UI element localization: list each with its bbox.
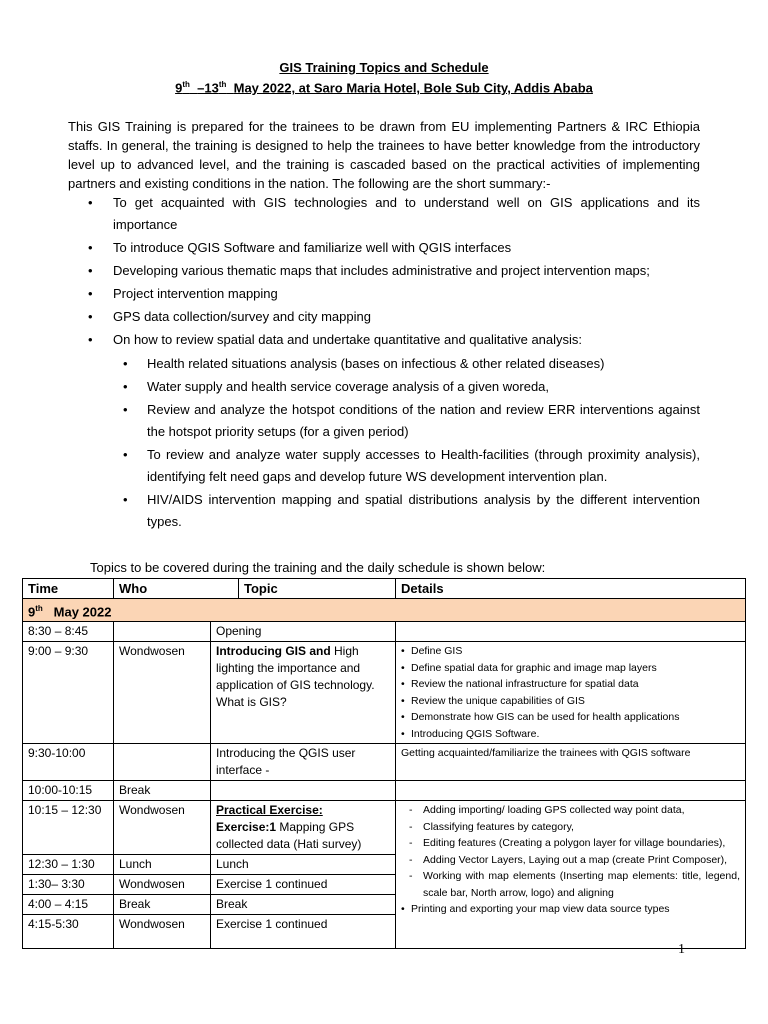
time-cell: 9:00 – 9:30 bbox=[23, 642, 114, 744]
who-cell bbox=[114, 744, 211, 781]
details-item: • Define spatial data for graphic and image map layers bbox=[401, 660, 740, 677]
time-cell: 12:30 – 1:30 bbox=[23, 855, 114, 875]
table-caption: Topics to be covered during the training and the daily schedule is shown below: bbox=[90, 560, 546, 575]
topic-cell: Exercise 1 continued bbox=[211, 875, 396, 895]
time-cell: 10:15 – 12:30 bbox=[23, 801, 114, 855]
exercise-step-final: • Printing and exporting your map view data source types bbox=[401, 901, 740, 918]
details-cell bbox=[396, 642, 746, 744]
document-subtitle bbox=[0, 80, 768, 95]
date-month: May 2022 bbox=[53, 604, 112, 620]
who-cell bbox=[114, 622, 211, 642]
start-day-suffix: th bbox=[182, 80, 190, 89]
exercise-details-list bbox=[401, 802, 740, 918]
analysis-sublist bbox=[113, 353, 700, 533]
topic-cell: Opening bbox=[211, 622, 396, 642]
header-topic: Topic bbox=[239, 579, 396, 599]
topic-text: Mapping GPS collected data (Hati survey) bbox=[216, 820, 362, 852]
who-cell: Wondwosen bbox=[114, 642, 211, 744]
topic-cell bbox=[211, 781, 396, 801]
who-cell: Wondwosen bbox=[114, 875, 211, 895]
exercise-step: - Adding importing/ loading GPS collected way point data, bbox=[401, 802, 740, 819]
intro-paragraph: This GIS Training is prepared for the trainees to be drawn from EU implementing Partners & IRC Ethiopia staffs. In general, the training is designed to help the trainees to have better knowledge from the introductory level up to advanced level, and the training is cascaded based on the practical activities of implementing partners and existing conditions in the nation. The following are the short summary:- bbox=[68, 119, 700, 191]
topic-cell: Exercise 1 continued bbox=[211, 915, 396, 949]
exercise-step: - Editing features (Creating a polygon layer for village boundaries), bbox=[401, 835, 740, 852]
date-day: 9 bbox=[28, 604, 36, 620]
who-cell: Wondwosen bbox=[114, 915, 211, 949]
topic-cell: Introducing the QGIS user interface - bbox=[211, 744, 396, 781]
document-title: GIS Training Topics and Schedule bbox=[279, 60, 489, 75]
exercise-step: - Working with map elements (Inserting map elements: title, legend, scale bar, North arrow, logo) and aligning bbox=[401, 868, 740, 901]
table-row bbox=[23, 642, 746, 744]
who-cell: Break bbox=[114, 895, 211, 915]
summary-item: • To introduce QGIS Software and familiarize well with QGIS interfaces bbox=[68, 237, 700, 259]
summary-item: • Project intervention mapping bbox=[68, 283, 700, 305]
who-cell: Lunch bbox=[114, 855, 211, 875]
details-item: • Review the national infrastructure for spatial data bbox=[401, 676, 740, 693]
header-time: Time bbox=[23, 579, 114, 599]
analysis-item: • Review and analyze the hotspot conditions of the nation and review ERR interventions against the hotspot priority setups (for a given period) bbox=[113, 399, 700, 443]
details-cell bbox=[396, 622, 746, 642]
schedule-table bbox=[22, 578, 746, 949]
table-row bbox=[23, 744, 746, 781]
details-cell: Getting acquainted/familiarize the trainees with QGIS software bbox=[396, 744, 746, 781]
start-day: 9 bbox=[175, 80, 183, 96]
summary-list bbox=[68, 192, 700, 534]
topic-cell bbox=[211, 642, 396, 744]
table-row bbox=[23, 622, 746, 642]
details-item: • Introducing QGIS Software. bbox=[401, 726, 740, 743]
end-day: –13 bbox=[197, 80, 219, 96]
topic-bold-text: Introducing GIS and bbox=[216, 644, 331, 659]
summary-item-analysis bbox=[68, 329, 700, 533]
topic-cell: Break bbox=[211, 895, 396, 915]
who-cell: Wondwosen bbox=[114, 801, 211, 855]
date-day-suffix: th bbox=[35, 604, 43, 613]
exercise-step: - Classifying features by category, bbox=[401, 819, 740, 836]
table-row bbox=[23, 801, 746, 855]
table-header-row bbox=[23, 579, 746, 599]
page-number: 1 bbox=[678, 942, 685, 957]
exercise-details-cell bbox=[396, 801, 746, 949]
date-row bbox=[23, 599, 746, 622]
topic-text: High lighting the importance and application of GIS technology. What is GIS? bbox=[216, 644, 375, 710]
exercise-step: - Adding Vector Layers, Laying out a map (create Print Composer), bbox=[401, 852, 740, 869]
time-cell: 4:00 – 4:15 bbox=[23, 895, 114, 915]
details-list bbox=[401, 643, 740, 742]
end-day-suffix: th bbox=[218, 80, 227, 89]
time-cell: 8:30 – 8:45 bbox=[23, 622, 114, 642]
topic-bold-text: Exercise:1 bbox=[216, 820, 277, 835]
details-item: • Define GIS bbox=[401, 643, 740, 660]
topic-cell: Lunch bbox=[211, 855, 396, 875]
analysis-item: • Water supply and health service coverage analysis of a given woreda, bbox=[113, 376, 700, 398]
analysis-item: • To review and analyze water supply accesses to Health-facilities (through proximity analysis), identifying felt need gaps and develop future WS development intervention plan. bbox=[113, 444, 700, 488]
time-cell: 9:30-10:00 bbox=[23, 744, 114, 781]
summary-item: • To get acquainted with GIS technologies and to understand well on GIS applications and its importance bbox=[68, 192, 700, 236]
details-item: • Demonstrate how GIS can be used for health applications bbox=[401, 709, 740, 726]
details-cell bbox=[396, 781, 746, 801]
analysis-item: • HIV/AIDS intervention mapping and spatial distributions analysis by the different intervention types. bbox=[113, 489, 700, 533]
summary-item: • GPS data collection/survey and city mapping bbox=[68, 306, 700, 328]
header-who: Who bbox=[114, 579, 239, 599]
summary-item-label: On how to review spatial data and undertake quantitative and qualitative analysis: bbox=[113, 332, 583, 347]
time-cell: 10:00-10:15 bbox=[23, 781, 114, 801]
analysis-item: • Health related situations analysis (bases on infectious & other related diseases) bbox=[113, 353, 700, 375]
topic-cell bbox=[211, 801, 396, 855]
venue-text: May 2022, at Saro Maria Hotel, Bole Sub City, Addis Ababa bbox=[233, 80, 593, 96]
table-row bbox=[23, 781, 746, 801]
summary-item: • Developing various thematic maps that includes administrative and project intervention maps; bbox=[68, 260, 700, 282]
time-cell: 4:15-5:30 bbox=[23, 915, 114, 949]
details-item: • Review the unique capabilities of GIS bbox=[401, 693, 740, 710]
header-details: Details bbox=[396, 579, 746, 599]
date-cell bbox=[23, 599, 746, 622]
time-cell: 1:30– 3:30 bbox=[23, 875, 114, 895]
topic-heading: Practical Exercise: bbox=[216, 803, 323, 818]
who-cell: Break bbox=[114, 781, 211, 801]
